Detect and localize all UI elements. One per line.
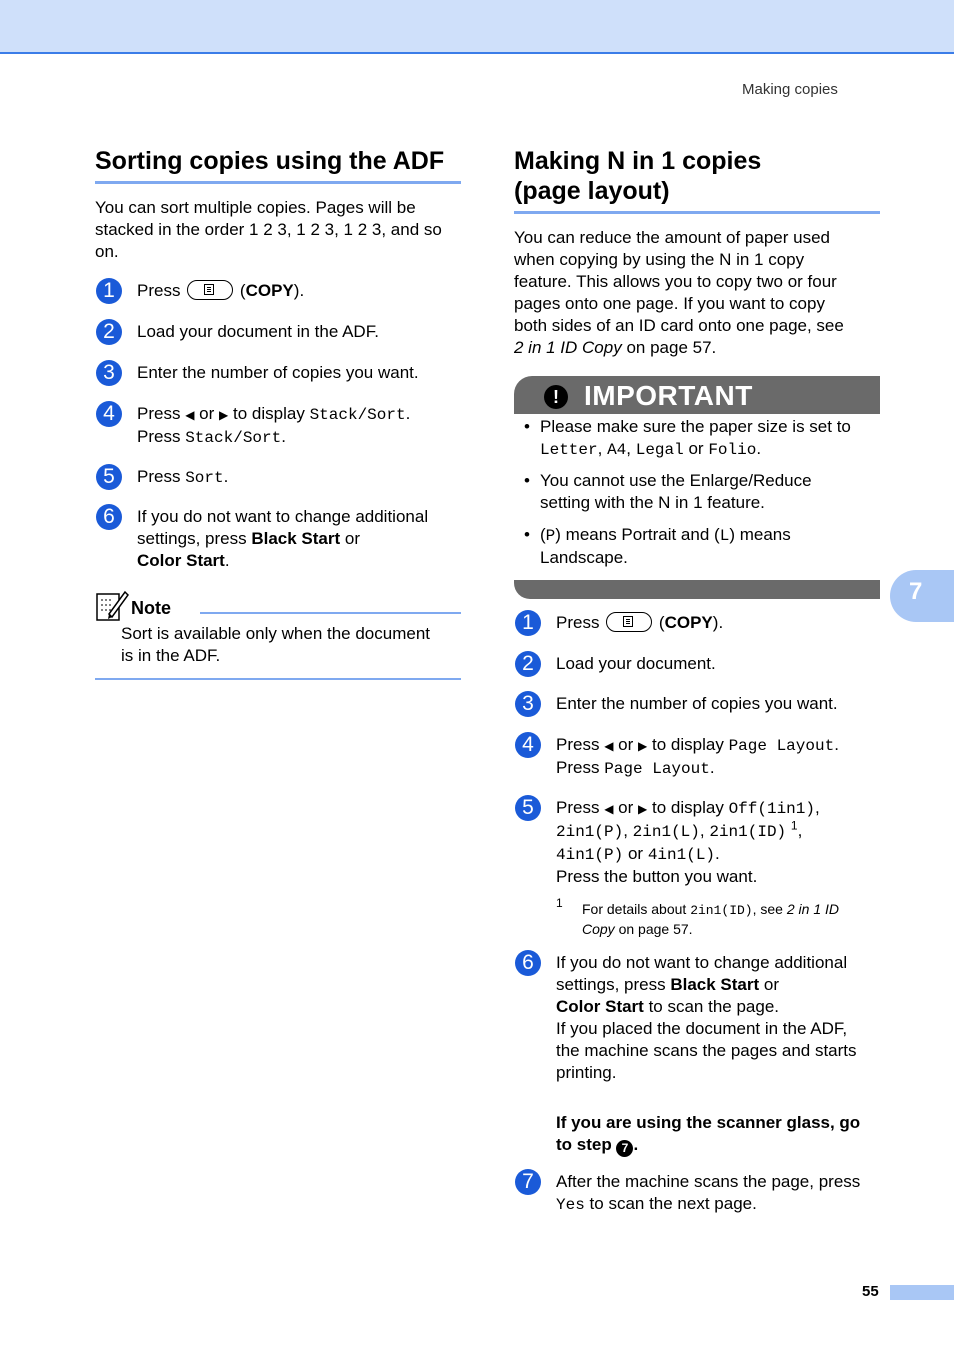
step-number: 3 (96, 360, 122, 386)
title-rule (95, 181, 461, 184)
step-number: 6 (96, 504, 122, 530)
right-arrow-icon: ▶ (638, 739, 648, 753)
copy-key-icon (606, 612, 652, 632)
right-arrow-icon: ▶ (219, 408, 229, 422)
n-in-1-intro: You can reduce the amount of paper used when copying by using the N in 1 copy feature. This allows you to copy two or four pages onto one page. If you want to copy both sides of an ID card onto one page, see 2 in 1 ID Copy on page 57. (514, 228, 844, 357)
important-footer (514, 580, 880, 599)
section-title-n-in-1: Making N in 1 copies (page layout) (514, 147, 762, 205)
page-tab (890, 1285, 954, 1300)
running-head: Making copies (742, 81, 838, 98)
note-pencil-icon (95, 588, 129, 622)
important-header (514, 376, 880, 414)
page-number: 55 (862, 1283, 879, 1300)
step-number: 6 (515, 950, 541, 976)
exclamation-icon: ! (544, 385, 568, 409)
step-number: 1 (96, 278, 122, 304)
section-title-sorting: Sorting copies using the ADF (95, 147, 445, 175)
chapter-number: 7 (909, 578, 923, 605)
step-number: 2 (515, 651, 541, 677)
step-number: 4 (515, 732, 541, 758)
step-number: 1 (515, 610, 541, 636)
step-number: 5 (96, 464, 122, 490)
scanner-glass-instruction: If you are using the scanner glass, go to step 7 . (556, 1113, 861, 1155)
chapter-tab[interactable] (890, 570, 954, 622)
step-number: 7 (515, 1169, 541, 1195)
step-number: 4 (96, 401, 122, 427)
left-arrow-icon: ◀ (604, 802, 614, 816)
left-arrow-icon: ◀ (604, 739, 614, 753)
step-number: 5 (515, 795, 541, 821)
step-ref-badge: 7 (616, 1140, 633, 1157)
note-title: Note (131, 598, 171, 618)
step-number: 3 (515, 691, 541, 717)
sorting-intro: You can sort multiple copies. Pages will be stacked in the order 1 2 3, 1 2 3, 1 2 3, and so on. (95, 198, 442, 261)
note-bottom-rule (95, 678, 461, 680)
copy-key-icon (187, 280, 233, 300)
header-band (0, 0, 954, 54)
left-arrow-icon: ◀ (185, 408, 195, 422)
note-top-rule (200, 612, 461, 614)
footnote-mark: 1 (556, 896, 563, 910)
title-rule (514, 211, 880, 214)
right-arrow-icon: ▶ (638, 802, 648, 816)
note-text: Sort is available only when the document is in the ADF. (121, 624, 431, 665)
step-number: 2 (96, 319, 122, 345)
important-label: IMPORTANT (584, 380, 753, 411)
